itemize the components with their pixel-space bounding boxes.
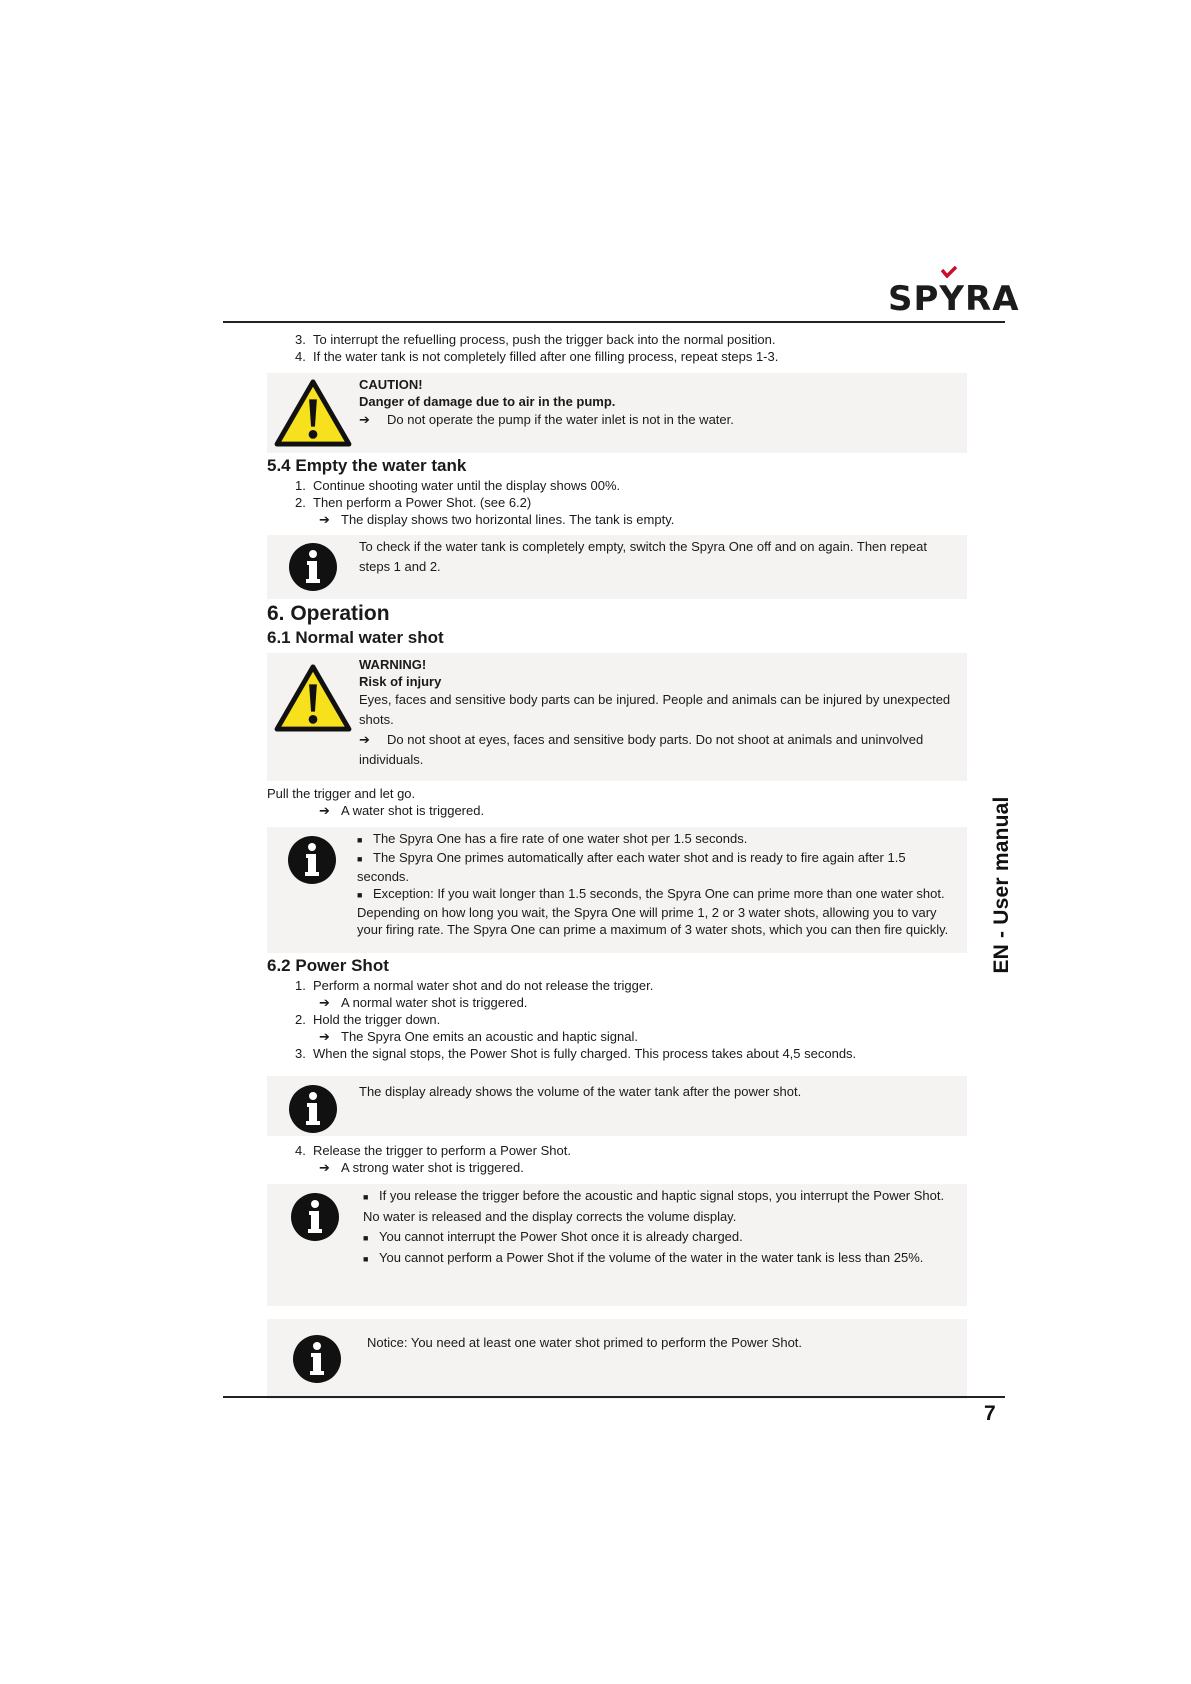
bullet-icon: ■ xyxy=(363,1233,369,1243)
info-bullet: ■ You cannot perform a Power Shot if the volume of the water in the water tank is less than 25%. xyxy=(363,1248,961,1269)
caution-box xyxy=(267,373,967,453)
section-heading-6-2: 6.2 Power Shot xyxy=(267,956,389,975)
warning-icon xyxy=(274,378,352,448)
info-icon xyxy=(288,542,338,592)
page-content xyxy=(267,331,967,1399)
result-line: ➔ The Spyra One emits an acoustic and haptic signal. xyxy=(319,1029,638,1044)
result-line: ➔ A strong water shot is triggered. xyxy=(319,1160,524,1175)
list-item: 1. Perform a normal water shot and do not release the trigger. xyxy=(295,978,654,993)
caution-title: CAUTION! xyxy=(359,377,423,392)
info-bullet: ■ The Spyra One primes automatically after each water shot and is ready to fire again after 1.5 seconds. xyxy=(357,850,906,884)
arrow-icon: ➔ xyxy=(319,1029,330,1044)
info-bullet: ■ The Spyra One has a fire rate of one water shot per 1.5 seconds. xyxy=(357,830,961,849)
info-text: To check if the water tank is completely empty, switch the Spyra One off and on again. Then repeat steps 1 and 2. xyxy=(359,539,927,574)
list-item: 2. Then perform a Power Shot. (see 6.2) xyxy=(295,495,532,510)
bullet-icon: ■ xyxy=(357,890,363,900)
header-rule xyxy=(223,321,1005,323)
info-box xyxy=(267,535,967,599)
info-bullet: ■ You cannot interrupt the Power Shot once it is already charged. xyxy=(363,1227,961,1248)
section-heading-6-1: 6.1 Normal water shot xyxy=(267,628,444,647)
warning-box xyxy=(267,653,967,781)
list-item: 3. When the signal stops, the Power Shot is fully charged. This process takes about 4,5 seconds. xyxy=(295,1046,857,1061)
info-bullet: ■ If you release the trigger before the acoustic and haptic signal stops, you interrupt the Power Shot. No water is released and the display corrects the volume display. xyxy=(363,1188,945,1224)
spyra-logo xyxy=(888,266,1020,319)
section-heading-5-4: 5.4 Empty the water tank xyxy=(267,456,467,475)
warning-subtitle: Risk of injury xyxy=(359,674,442,689)
result-line: ➔ A normal water shot is triggered. xyxy=(319,995,528,1010)
info-text: The display already shows the volume of the water tank after the power shot. xyxy=(359,1084,802,1099)
arrow-icon: ➔ xyxy=(319,995,330,1010)
logo-accent-tick xyxy=(941,266,957,278)
list-item: 4. Release the trigger to perform a Power Shot. xyxy=(295,1143,571,1158)
arrow-icon: ➔ xyxy=(319,512,330,527)
list-item: 1. Continue shooting water until the display shows 00%. xyxy=(295,478,621,493)
notice-box xyxy=(267,1319,967,1399)
logo-text: SPYRA xyxy=(888,279,1020,319)
bullet-icon: ■ xyxy=(357,835,363,845)
bullet-icon: ■ xyxy=(357,854,363,864)
info-icon xyxy=(292,1334,342,1384)
bullet-icon: ■ xyxy=(363,1254,369,1264)
arrow-icon: ➔ xyxy=(319,1160,330,1175)
notice-text: Notice: You need at least one water shot primed to perform the Power Shot. xyxy=(367,1335,803,1350)
info-bullet: ■ Exception: If you wait longer than 1.5 seconds, the Spyra One can prime more than one water shot. Depending on how long you wait, the Spyra One will prime 1, 2 or 3 water shots, allowing you to vary your firing rate. The Spyra One can prime a maximum of 3 water shots, which you can then fire quickly. xyxy=(357,886,949,937)
arrow-icon: ➔ xyxy=(359,732,370,747)
section-heading-6: 6. Operation xyxy=(267,602,390,625)
warning-icon xyxy=(274,663,352,733)
info-icon xyxy=(288,1084,338,1134)
warning-action: ➔ Do not shoot at eyes, faces and sensitive body parts. Do not shoot at animals and uninvolved individuals. xyxy=(359,732,924,767)
footer-rule xyxy=(223,1396,1005,1398)
bullet-icon: ■ xyxy=(363,1192,369,1202)
arrow-icon: ➔ xyxy=(359,412,370,427)
caution-subtitle: Danger of damage due to air in the pump. xyxy=(359,394,616,409)
side-label: EN - User manual xyxy=(990,796,1013,974)
arrow-icon: ➔ xyxy=(319,803,330,818)
warning-title: WARNING! xyxy=(359,657,427,672)
info-icon xyxy=(290,1192,340,1242)
info-box xyxy=(267,827,967,953)
list-item: 2. Hold the trigger down. xyxy=(295,1012,441,1027)
result-line: ➔ A water shot is triggered. xyxy=(319,803,485,818)
page-number: 7 xyxy=(984,1402,996,1425)
instruction: Pull the trigger and let go. xyxy=(267,786,416,801)
info-box xyxy=(267,1184,967,1306)
info-box xyxy=(267,1076,967,1136)
caution-action: ➔ Do not operate the pump if the water inlet is not in the water. xyxy=(359,410,961,430)
result-line: ➔ The display shows two horizontal lines. The tank is empty. xyxy=(319,512,675,527)
info-icon xyxy=(287,835,337,885)
list-item: 3. To interrupt the refuelling process, push the trigger back into the normal position. xyxy=(295,332,776,347)
list-item: 4. If the water tank is not completely filled after one filling process, repeat steps 1-3. xyxy=(295,349,779,364)
warning-text: Eyes, faces and sensitive body parts can be injured. People and animals can be injured by unexpected shots. xyxy=(359,692,951,727)
